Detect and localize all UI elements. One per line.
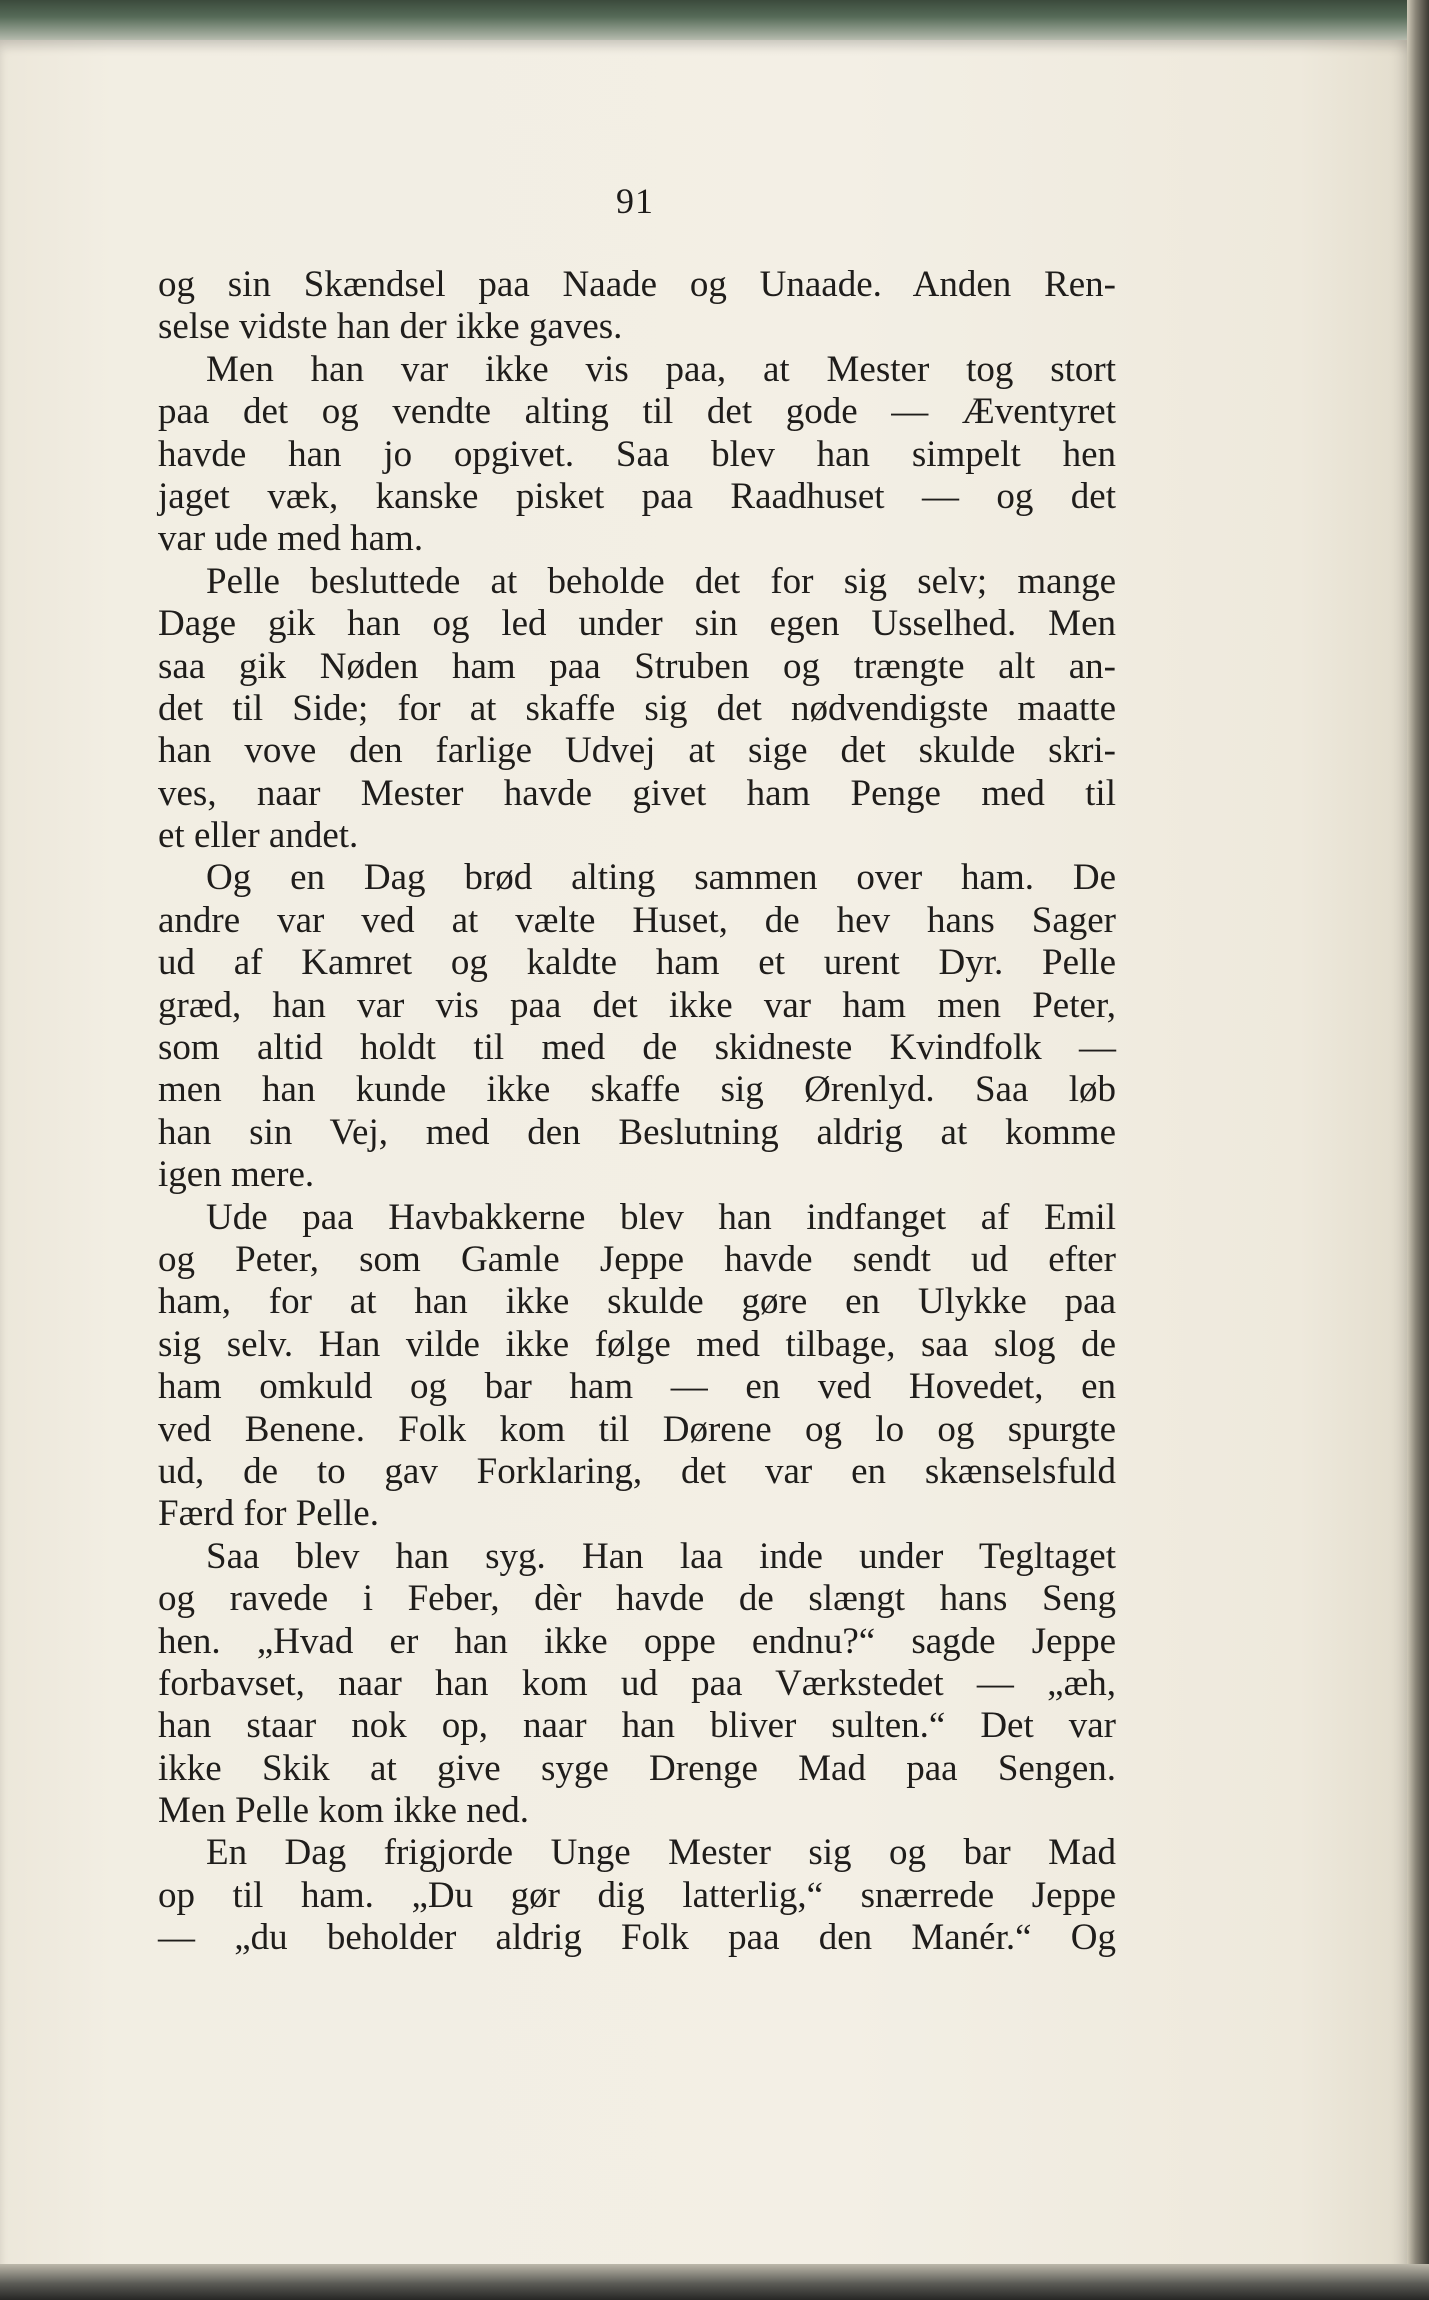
text-line: og Peter, som Gamle Jeppe havde sendt ud efter xyxy=(158,1238,1116,1280)
text-line: havde han jo opgivet. Saa blev han simpelt hen xyxy=(158,433,1116,475)
text-line: hen. „Hvad er han ikke oppe endnu?“ sagde Jeppe xyxy=(158,1620,1116,1662)
text-line: han staar nok op, naar han bliver sulten.“ Det var xyxy=(158,1705,1116,1747)
text-line: Dage gik han og led under sin egen Usselhed. Men xyxy=(158,603,1116,645)
text-line: han sin Vej, med den Beslutning aldrig at komme xyxy=(158,1111,1116,1153)
text-line: ved Benene. Folk kom til Dørene og lo og spurgte xyxy=(158,1408,1116,1450)
text-line: ham, for at han ikke skulde gøre en Ulykke paa xyxy=(158,1281,1116,1323)
book-page xyxy=(0,40,1412,2300)
text-line: andre var ved at vælte Huset, de hev hans Sager xyxy=(158,899,1116,941)
text-line: op til ham. „Du gør dig latterlig,“ snærrede Jeppe xyxy=(158,1874,1116,1916)
page-number: 91 xyxy=(616,181,654,221)
text-line: han vove den farlige Udvej at sige det skulde skri- xyxy=(158,730,1116,772)
text-line: Men han var ikke vis paa, at Mester tog stort xyxy=(206,348,1116,390)
text-line: et eller andet. xyxy=(158,815,359,857)
text-line: selse vidste han der ikke gaves. xyxy=(158,306,623,348)
text-line: ves, naar Mester havde givet ham Penge med til xyxy=(158,772,1116,814)
book-bottom-edge xyxy=(0,2264,1429,2300)
body-text xyxy=(158,264,1116,1960)
text-line: En Dag frigjorde Unge Mester sig og bar Mad xyxy=(206,1832,1116,1874)
text-line: ud, de to gav Forklaring, det var en skænselsfuld xyxy=(158,1450,1116,1492)
text-line: saa gik Nøden ham paa Struben og trængte alt an- xyxy=(158,645,1116,687)
text-line: og sin Skændsel paa Naade og Unaade. Anden Ren- xyxy=(158,264,1116,305)
text-line: ham omkuld og bar ham — en ved Hovedet, en xyxy=(158,1366,1116,1408)
text-line: paa det og vendte alting til det gode — Æventyret xyxy=(158,391,1116,433)
text-line: ud af Kamret og kaldte ham et urent Dyr. Pelle xyxy=(158,942,1116,984)
text-line: græd, han var vis paa det ikke var ham men Peter, xyxy=(158,984,1116,1026)
text-line: Og en Dag brød alting sammen over ham. De xyxy=(206,857,1116,899)
text-line: sig selv. Han vilde ikke følge med tilbage, saa slog de xyxy=(158,1323,1116,1365)
book-right-edge xyxy=(1407,0,1429,2300)
text-line: ikke Skik at give syge Drenge Mad paa Sengen. xyxy=(158,1747,1116,1789)
text-line: Ude paa Havbakkerne blev han indfanget af Emil xyxy=(206,1196,1116,1238)
text-line: som altid holdt til med de skidneste Kvindfolk — xyxy=(158,1027,1116,1069)
text-line: Pelle besluttede at beholde det for sig selv; mange xyxy=(206,560,1116,602)
text-line: det til Side; for at skaffe sig det nødvendigste maatte xyxy=(158,687,1116,729)
text-line: Færd for Pelle. xyxy=(158,1493,379,1535)
text-line: forbavset, naar han kom ud paa Værkstedet — „æh, xyxy=(158,1662,1116,1704)
text-line: igen mere. xyxy=(158,1154,315,1196)
text-line: Saa blev han syg. Han laa inde under Tegltaget xyxy=(206,1535,1116,1577)
text-line: Men Pelle kom ikke ned. xyxy=(158,1790,529,1832)
text-line: — „du beholder aldrig Folk paa den Manér.“ Og xyxy=(158,1917,1116,1959)
text-line: men han kunde ikke skaffe sig Ørenlyd. Saa løb xyxy=(158,1069,1116,1111)
text-line: og ravede i Feber, dèr havde de slængt hans Seng xyxy=(158,1578,1116,1620)
text-line: jaget væk, kanske pisket paa Raadhuset — og det xyxy=(158,475,1116,517)
text-line: var ude med ham. xyxy=(158,518,424,560)
